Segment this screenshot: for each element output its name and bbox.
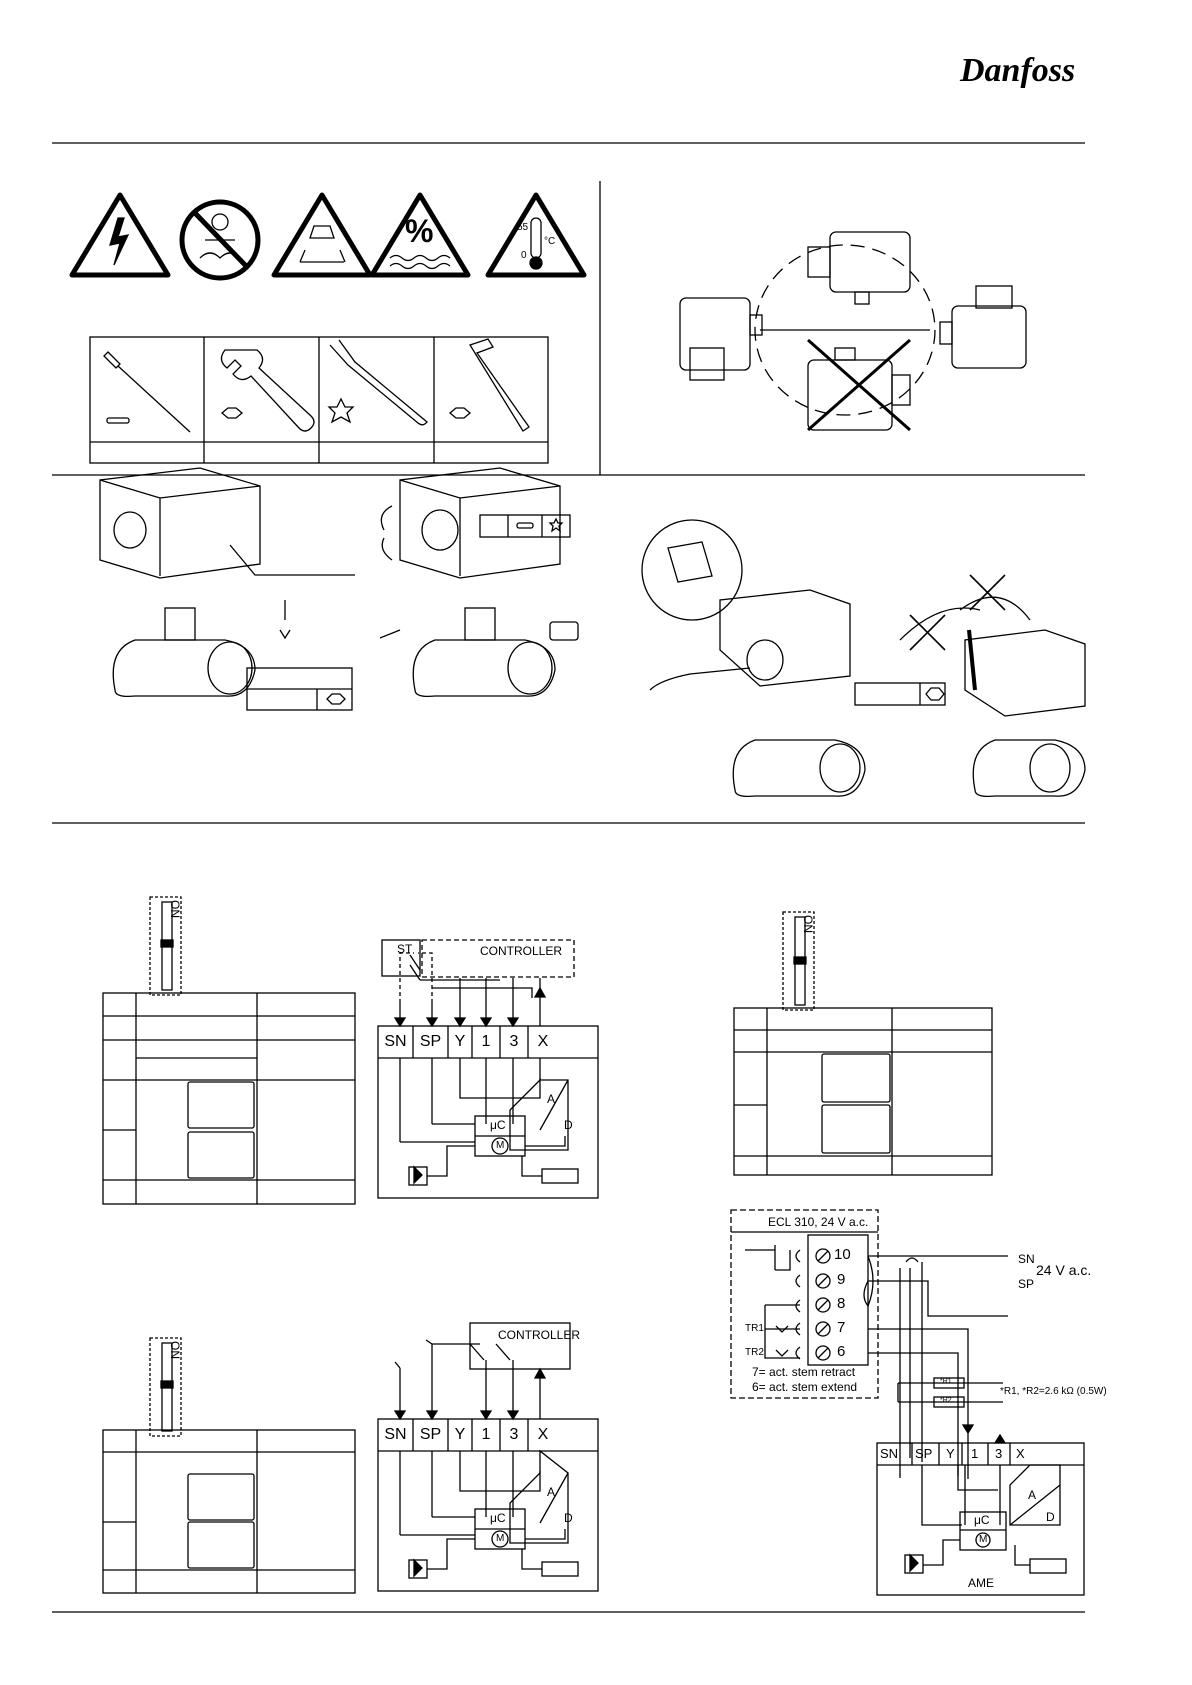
ame-terminal-sn: SN: [880, 1446, 899, 1461]
temperature-min-label: 0: [521, 250, 527, 261]
ame-motor-label: M: [979, 1534, 988, 1545]
ecl-terminal-8: 8: [837, 1295, 846, 1312]
ame-terminal-3: 3: [995, 1446, 1003, 1461]
wiring-diagram-bottom-left: [378, 1323, 598, 1591]
ame-ad-d-label: D: [1046, 1510, 1055, 1524]
supply-label: 24 V a.c.: [1036, 1262, 1092, 1278]
controller-label-2: CONTROLLER: [498, 1328, 581, 1342]
terminal-x-2: X: [537, 1426, 549, 1443]
ame-terminal-sp: SP: [915, 1446, 933, 1461]
note-extend: 6= act. stem extend: [752, 1380, 858, 1394]
assembly-step-4-drawing: [900, 575, 1085, 796]
ad-a-label-2: A: [547, 1485, 556, 1499]
terminal-x: X: [537, 1033, 549, 1050]
dip-on-label-2: ON: [168, 1341, 182, 1359]
temperature-icon: [488, 195, 584, 275]
terminal-sn-2: SN: [384, 1426, 407, 1443]
screwdriver-icon: [104, 352, 190, 432]
mu-c-label-2: μC: [490, 1511, 506, 1525]
terminal-3: 3: [509, 1033, 519, 1050]
note-retract: 7= act. stem retract: [752, 1365, 856, 1379]
terminal-sp: SP: [419, 1033, 442, 1050]
ad-d-label: D: [564, 1118, 573, 1132]
r1-label: *R1: [940, 1378, 952, 1385]
ame-terminal-1: 1: [971, 1446, 979, 1461]
dip-on-label: ON: [168, 900, 182, 918]
open-end-wrench-icon: [221, 350, 314, 431]
sp-label: SP: [1018, 1277, 1035, 1291]
sn-label: SN: [1018, 1252, 1035, 1266]
mounting-orientation-diagram: [680, 232, 1026, 430]
motor-label: M: [496, 1140, 505, 1151]
tool-strip: [480, 515, 570, 537]
wiring-diagram-ecl-ame: [731, 1210, 1084, 1595]
mu-c-label: μC: [490, 1118, 506, 1132]
terminal-3-2: 3: [509, 1426, 519, 1443]
ame-mu-c-label: μC: [974, 1513, 990, 1527]
ecl-title: ECL 310, 24 V a.c.: [768, 1215, 869, 1229]
ecl-terminal-10: 10: [834, 1246, 851, 1263]
resistor-note: *R1, *R2=2.6 kΩ (0.5W): [1000, 1386, 1107, 1397]
ecl-terminal-7: 7: [837, 1319, 846, 1336]
motor-label-2: M: [496, 1533, 505, 1544]
ame-label: AME: [968, 1576, 995, 1590]
temperature-max-label: 55: [517, 222, 529, 233]
controller-label: CONTROLLER: [480, 944, 563, 958]
tr2-label: TR2: [745, 1347, 764, 1358]
terminal-1-2: 1: [481, 1426, 491, 1443]
assembly-step-1-drawing: [100, 468, 355, 696]
terminal-y-2: Y: [454, 1426, 466, 1443]
function-table-bottom-left: [103, 1430, 355, 1593]
actuator-right-icon: [952, 306, 1026, 368]
wiring-diagram-top-left: [378, 940, 598, 1198]
humidity-percent-glyph: %: [405, 213, 434, 249]
ecl-terminal-9: 9: [837, 1271, 846, 1288]
dip-on-label-3: ON: [801, 915, 815, 933]
tr1-label: TR1: [745, 1323, 764, 1334]
torque-table-2: [855, 683, 945, 705]
ame-terminal-x: X: [1016, 1446, 1025, 1461]
no-hand-manual-operation-icon: [182, 202, 258, 278]
temperature-unit-label: °C: [544, 236, 556, 247]
electric-hazard-icon: [72, 195, 168, 275]
torx-key-icon: [329, 340, 427, 425]
terminal-sp-2: SP: [419, 1426, 442, 1443]
ecl-terminal-6: 6: [837, 1343, 846, 1360]
st-label: ST: [397, 942, 413, 956]
function-table-top-left: [103, 993, 355, 1204]
ad-a-label: A: [547, 1092, 556, 1106]
assembly-step-2-drawing: [380, 468, 578, 696]
ad-d-label-2: D: [564, 1511, 573, 1525]
ame-terminal-y: Y: [946, 1446, 955, 1461]
assembly-step-3-drawing: [642, 520, 865, 796]
hex-key-icon: [450, 339, 529, 431]
heavy-weight-icon: [274, 195, 370, 275]
terminal-y: Y: [454, 1033, 466, 1050]
r2-label: *R2: [940, 1397, 952, 1404]
brand-logo: Danfoss: [960, 52, 1076, 89]
terminal-1: 1: [481, 1033, 491, 1050]
function-table-right: [734, 1008, 992, 1175]
ame-ad-a-label: A: [1028, 1488, 1037, 1502]
terminal-sn: SN: [384, 1033, 407, 1050]
